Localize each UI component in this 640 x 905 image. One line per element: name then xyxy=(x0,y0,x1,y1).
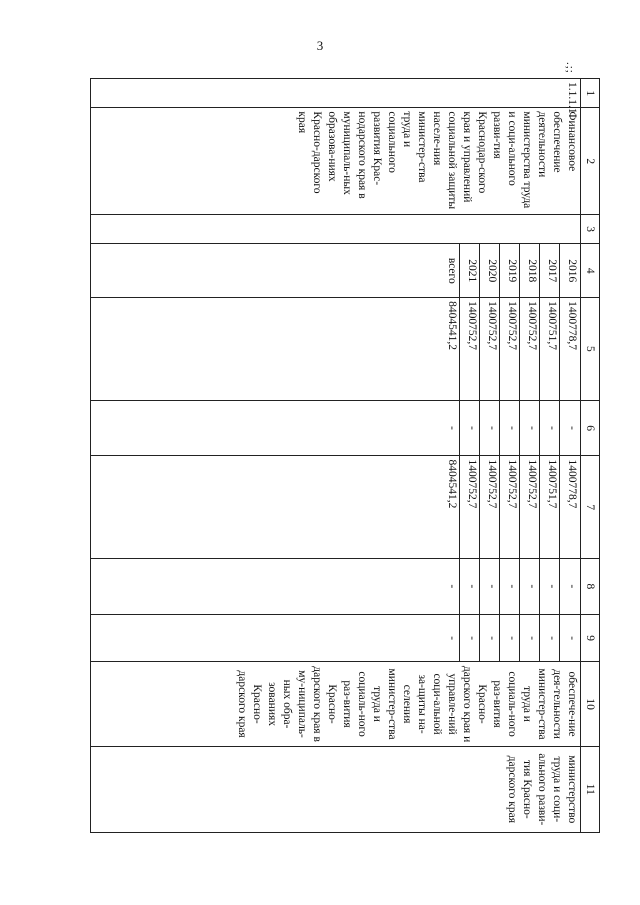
page-number: 3 xyxy=(316,38,324,53)
header-cell-8: 8 xyxy=(581,558,600,614)
column-8 xyxy=(91,558,581,614)
dash-cell: - xyxy=(519,615,539,662)
amount-cell: 1400752,7 xyxy=(499,298,519,399)
amount-cell: 1400778,7 xyxy=(559,298,579,399)
year-cell: 2020 xyxy=(479,244,499,297)
dash-cell: - xyxy=(539,615,559,662)
amount-cell: 1400752,7 xyxy=(479,456,499,557)
amount-cell: 1400752,7 xyxy=(459,298,479,399)
year-cell: 2019 xyxy=(499,244,519,297)
column-6 xyxy=(91,400,581,456)
dash-cell: - xyxy=(479,559,499,614)
amount-cell: 1400751,7 xyxy=(539,298,559,399)
dash-cell: - xyxy=(446,584,458,589)
header-cell-3: 3 xyxy=(581,214,600,243)
column-7 xyxy=(91,456,581,558)
dash-cell: - xyxy=(539,401,559,456)
amount-cell: 1400751,7 xyxy=(539,456,559,557)
header-cell-6: 6 xyxy=(581,400,600,456)
amount-cell: 1400752,7 xyxy=(519,298,539,399)
year-cell: 2017 xyxy=(539,244,559,297)
amount-cell: 1400752,7 xyxy=(519,456,539,557)
side-mark: .;; xyxy=(564,62,576,74)
dash-cell: - xyxy=(499,615,519,662)
years-column xyxy=(91,244,581,298)
header-cell-10: 10 xyxy=(581,662,600,746)
amount-cell: 1400778,7 xyxy=(559,456,579,557)
dash-cell: - xyxy=(559,559,579,614)
dash-cell: - xyxy=(446,636,458,641)
header-cell-7: 7 xyxy=(581,456,600,558)
dash-cell: - xyxy=(499,559,519,614)
row-executor: министерство труда и соци-ального разви-тия Красно-дарского края xyxy=(91,746,581,832)
amount-cell: 1400752,7 xyxy=(459,456,479,557)
dash-cell: - xyxy=(479,615,499,662)
header-cell-5: 5 xyxy=(581,298,600,400)
year-cell: 2018 xyxy=(519,244,539,297)
program-activities-table xyxy=(90,78,600,833)
dash-cell: - xyxy=(479,401,499,456)
dash-cell: - xyxy=(559,401,579,456)
dash-cell: - xyxy=(519,401,539,456)
dash-cell: - xyxy=(519,559,539,614)
total-amount-column xyxy=(91,298,581,400)
dash-cell: - xyxy=(499,401,519,456)
row-empty-col3 xyxy=(91,214,581,243)
header-cell-11: 11 xyxy=(581,746,600,832)
table-row xyxy=(91,79,581,833)
row-expected-result: обеспече-ние дея-тельности министер-ства труда и социаль-ного раз-вития Красно-дарского края и управле-ний соци-альной за-щиты на-селения министер-ства труда и социаль-ного раз-вития Красно-дарского края в му-ниципаль-ных обра-зованиях Красно-дарского края xyxy=(91,662,581,746)
dash-cell: - xyxy=(559,615,579,662)
header-row xyxy=(581,79,600,833)
row-activity-name: Финансовое обеспечение деятельности министерства труда и соци-ального разви-тия Краснодар-ского края и управлений социальной защиты населе-ния министер-ства труда и социального развития Крас-нодарского края в муниципаль-ных образова-ниях Красно-дарского края xyxy=(91,108,581,215)
header-cell-9: 9 xyxy=(581,614,600,662)
amount-cell-total: 8404541,2 xyxy=(446,459,458,509)
amount-cell: 1400752,7 xyxy=(479,298,499,399)
header-cell-2: 2 xyxy=(581,108,600,215)
header-cell-1: 1 xyxy=(581,79,600,108)
dash-cell: - xyxy=(459,559,479,614)
dash-cell: - xyxy=(446,426,458,430)
amount-cell-total: 8404541,2 xyxy=(446,301,458,351)
column-9 xyxy=(91,614,581,662)
dash-cell: - xyxy=(459,401,479,456)
row-code: 1.1.1.1 xyxy=(91,79,581,108)
dash-cell: - xyxy=(459,615,479,662)
dash-cell: - xyxy=(539,559,559,614)
year-cell: 2016 xyxy=(559,244,579,297)
amount-cell: 1400752,7 xyxy=(499,456,519,557)
year-cell: 2021 xyxy=(459,244,479,297)
year-cell-total: всего xyxy=(446,257,458,284)
rotated-table-container xyxy=(90,78,600,833)
header-cell-4: 4 xyxy=(581,244,600,298)
